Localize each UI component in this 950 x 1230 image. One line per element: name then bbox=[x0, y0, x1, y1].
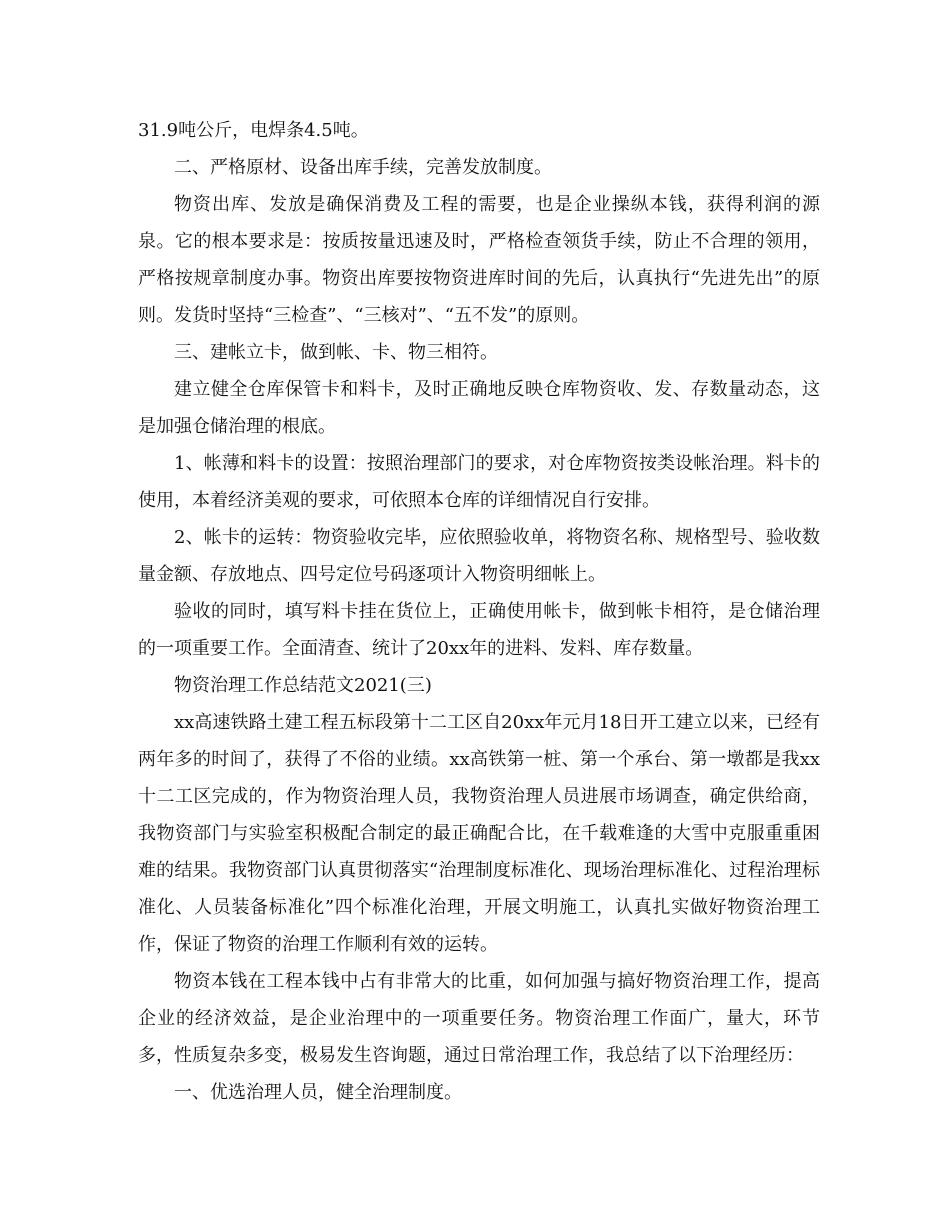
paragraph-5: 建立健全仓库保管卡和料卡，及时正确地反映仓库物资收、发、存数量动态，这是加强仓储治理的根底。 bbox=[138, 379, 820, 437]
paragraph-10: xx高速铁路土建工程五标段第十二工区自20xx年元月18日开工建立以来，已经有两年多的时间了，获得了不俗的业绩。xx高铁第一桩、第一个承台、第一墩都是我xx十二工区完成的，作为物资治理人员，我物资治理人员进展市场调查，确定供给商，我物资部门与实验室积极配合制定的最正确配合比，在千载难逢的大雪中克服重重困难的结果。我物资部门认真贯彻落实“治理制度标准化、现场治理标准化、过程治理标准化、人员装备标准化”四个标准化治理，开展文明施工，认真扎实做好物资治理工作，保证了物资的治理工作顺利有效的运转。 bbox=[138, 712, 820, 955]
paragraph-12: 一、优选治理人员，健全治理制度。 bbox=[174, 1082, 462, 1103]
paragraph-4: 三、建帐立卡，做到帐、卡、物三相符。 bbox=[174, 342, 498, 363]
paragraph-2: 二、严格原材、设备出库手续，完善发放制度。 bbox=[174, 157, 552, 178]
document-page bbox=[138, 112, 820, 1111]
paragraph-11: 物资本钱在工程本钱中占有非常大的比重，如何加强与搞好物资治理工作，提高企业的经济效益，是企业治理中的一项重要任务。物资治理工作面广，量大，环节多，性质复杂多变，极易发生咨询题，通过日常治理工作，我总结了以下治理经历： bbox=[138, 971, 820, 1066]
paragraph-7: 2、帐卡的运转：物资验收完毕，应依照验收单，将物资名称、规格型号、验收数量金额、存放地点、四号定位号码逐项计入物资明细帐上。 bbox=[138, 527, 820, 585]
section-heading: 物资治理工作总结范文2021(三) bbox=[174, 675, 432, 696]
paragraph-3: 物资出库、发放是确保消费及工程的需要，也是企业操纵本钱，获得利润的源泉。它的根本要求是：按质按量迅速及时，严格检查领货手续，防止不合理的领用，严格按规章制度办事。物资出库要按物资进库时间的先后，认真执行“先进先出”的原则。发货时坚持“三检查”、“三核对”、“五不发”的原则。 bbox=[138, 194, 820, 326]
paragraph-8: 验收的同时，填写料卡挂在货位上，正确使用帐卡，做到帐卡相符，是仓储治理的一项重要工作。全面清查、统计了20xx年的进料、发料、库存数量。 bbox=[138, 601, 820, 659]
paragraph-1: 31.9吨公斤，电焊条4.5吨。 bbox=[138, 120, 369, 141]
paragraph-6: 1、帐薄和料卡的设置：按照治理部门的要求，对仓库物资按类设帐治理。料卡的使用，本着经济美观的要求，可依照本仓库的详细情况自行安排。 bbox=[138, 453, 820, 511]
